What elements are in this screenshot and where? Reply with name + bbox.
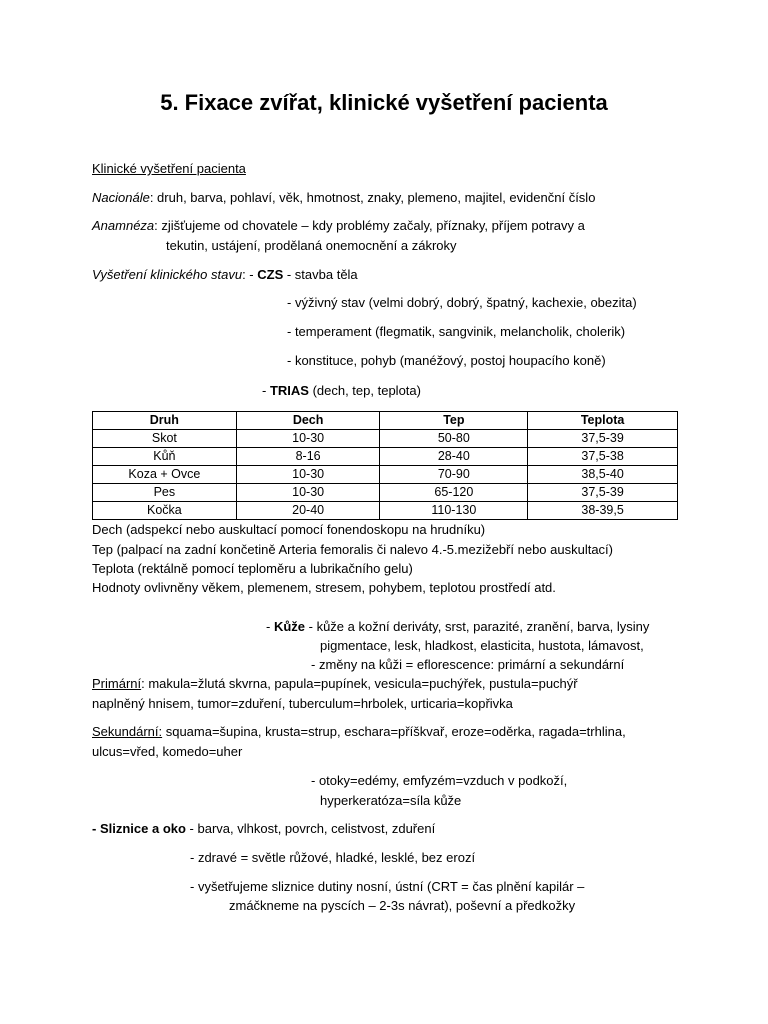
nacionale-line: [92, 189, 595, 207]
primarni-text-1: : makula=žlutá skvrna, papula=pupínek, vesicula=puchýřek, pustula=puchýř: [141, 676, 578, 691]
primarni-line-2: naplněný hnisem, tumor=zduření, tuberculum=hrbolek, urticaria=kopřivka: [92, 696, 513, 711]
nacionale-label: Nacionále: [92, 190, 150, 205]
table-cell: 110-130: [380, 502, 528, 520]
sliznice-text: - barva, vlhkost, povrch, celistvost, zduření: [185, 821, 436, 836]
table-row: [93, 484, 678, 502]
table-cell: 38,5-40: [528, 466, 678, 484]
table-cell: 28-40: [380, 448, 528, 466]
note-line: Hodnoty ovlivněny věkem, plemenem, stresem, pohybem, teplotou prostředí atd.: [92, 580, 556, 595]
section-heading: Klinické vyšetření pacienta: [92, 161, 246, 176]
sliznice-item-continued: zmáčkneme na pyscích – 2-3s návrat), poševní a předkožky: [229, 898, 576, 913]
note-line: Teplota (rektálně pomocí teploměru a lubrikačního gelu): [92, 561, 413, 576]
klinicky-stav-line: [92, 266, 358, 284]
primarni-label: Primární: [92, 676, 142, 691]
sliznice-label: Sliznice a oko: [99, 821, 186, 836]
czs-item: - konstituce, pohyb (manéžový, postoj houpacího koně): [287, 353, 606, 368]
czs-item: - temperament (flegmatik, sangvinik, melancholik, cholerik): [287, 324, 626, 339]
table-cell: 10-30: [236, 466, 380, 484]
anamneza-label: Anamnéza: [92, 218, 155, 233]
sliznice-line: [92, 820, 435, 838]
note-line: Tep (palpací na zadní končetině Arteria femoralis či nalevo 4.-5.mezižebří nebo auskultací): [92, 542, 613, 557]
table-cell: 50-80: [380, 430, 528, 448]
table-row: [93, 466, 678, 484]
kuze-line-3: - změny na kůži = eflorescence: primární a sekundární: [311, 657, 625, 672]
table-header-cell: Druh: [93, 412, 237, 430]
otoky-line-1: - otoky=edémy, emfyzém=vzduch v podkoží,: [311, 773, 568, 788]
sekundarni-line-1: [92, 723, 626, 741]
klinicky-stav-label: Vyšetření klinického stavu: [92, 267, 243, 282]
table-cell: 37,5-39: [528, 484, 678, 502]
page-title: 5. Fixace zvířat, klinické vyšetření pacienta: [160, 90, 608, 115]
trias-text: (dech, tep, teplota): [308, 383, 421, 398]
table-cell: Koza + Ovce: [93, 466, 237, 484]
otoky-line-2: hyperkeratóza=síla kůže: [320, 793, 462, 808]
table-cell: Kočka: [93, 502, 237, 520]
table-cell: 8-16: [236, 448, 380, 466]
sekundarni-label: Sekundární:: [92, 724, 163, 739]
kuze-line-2: pigmentace, lesk, hladkost, elasticita, hustota, lámavost,: [320, 638, 644, 653]
trias-table: [92, 411, 678, 520]
kuze-text-1: - kůže a kožní deriváty, srst, parazité, zranění, barva, lysiny: [305, 619, 650, 634]
table-header-cell: Teplota: [528, 412, 678, 430]
anamneza-line-2: tekutin, ustájení, prodělaná onemocnění a zákroky: [166, 238, 457, 253]
table-header-row: [93, 412, 678, 430]
table-cell: Kůň: [93, 448, 237, 466]
table-cell: 10-30: [236, 430, 380, 448]
table-cell: 10-30: [236, 484, 380, 502]
table-cell: 65-120: [380, 484, 528, 502]
anamneza-line-1: [92, 217, 585, 235]
table-cell: 20-40: [236, 502, 380, 520]
klinicky-stav-sep: : -: [242, 267, 258, 282]
nacionale-text: : druh, barva, pohlaví, věk, hmotnost, znaky, plemeno, majitel, evidenční číslo: [149, 190, 596, 205]
sliznice-prefix: -: [92, 821, 100, 836]
trias-prefix: -: [262, 383, 270, 398]
table-cell: 38-39,5: [528, 502, 678, 520]
table-cell: 37,5-39: [528, 430, 678, 448]
trias-line: [262, 382, 421, 400]
primarni-line-1: [92, 675, 578, 693]
czs-label: CZS: [257, 267, 284, 282]
note-line: Dech (adspekcí nebo auskultací pomocí fonendoskopu na hrudníku): [92, 522, 486, 537]
sliznice-item: - zdravé = světle růžové, hladké, lesklé, bez erozí: [190, 850, 476, 865]
table-header-cell: Tep: [380, 412, 528, 430]
trias-label: TRIAS: [269, 383, 309, 398]
table-row: [93, 430, 678, 448]
table-row: [93, 502, 678, 520]
sliznice-item: - vyšetřujeme sliznice dutiny nosní, ústní (CRT = čas plnění kapilár –: [190, 879, 585, 894]
table-cell: 37,5-38: [528, 448, 678, 466]
table-header-cell: Dech: [236, 412, 380, 430]
table-cell: 70-90: [380, 466, 528, 484]
table-cell: Skot: [93, 430, 237, 448]
table-cell: Pes: [93, 484, 237, 502]
czs-item: - výživný stav (velmi dobrý, dobrý, špatný, kachexie, obezita): [287, 295, 637, 310]
kuze-prefix: -: [266, 619, 274, 634]
table-row: [93, 448, 678, 466]
czs-text: - stavba těla: [283, 267, 358, 282]
kuze-label: Kůže: [273, 619, 306, 634]
sekundarni-line-2: ulcus=vřed, komedo=uher: [92, 744, 243, 759]
anamneza-text-1: : zjišťujeme od chovatele – kdy problémy začaly, příznaky, příjem potravy a: [154, 218, 585, 233]
kuze-line-1: [266, 618, 649, 636]
sekundarni-text-1: squama=šupina, krusta=strup, eschara=příškvař, eroze=oděrka, ragada=trhlina,: [162, 724, 626, 739]
